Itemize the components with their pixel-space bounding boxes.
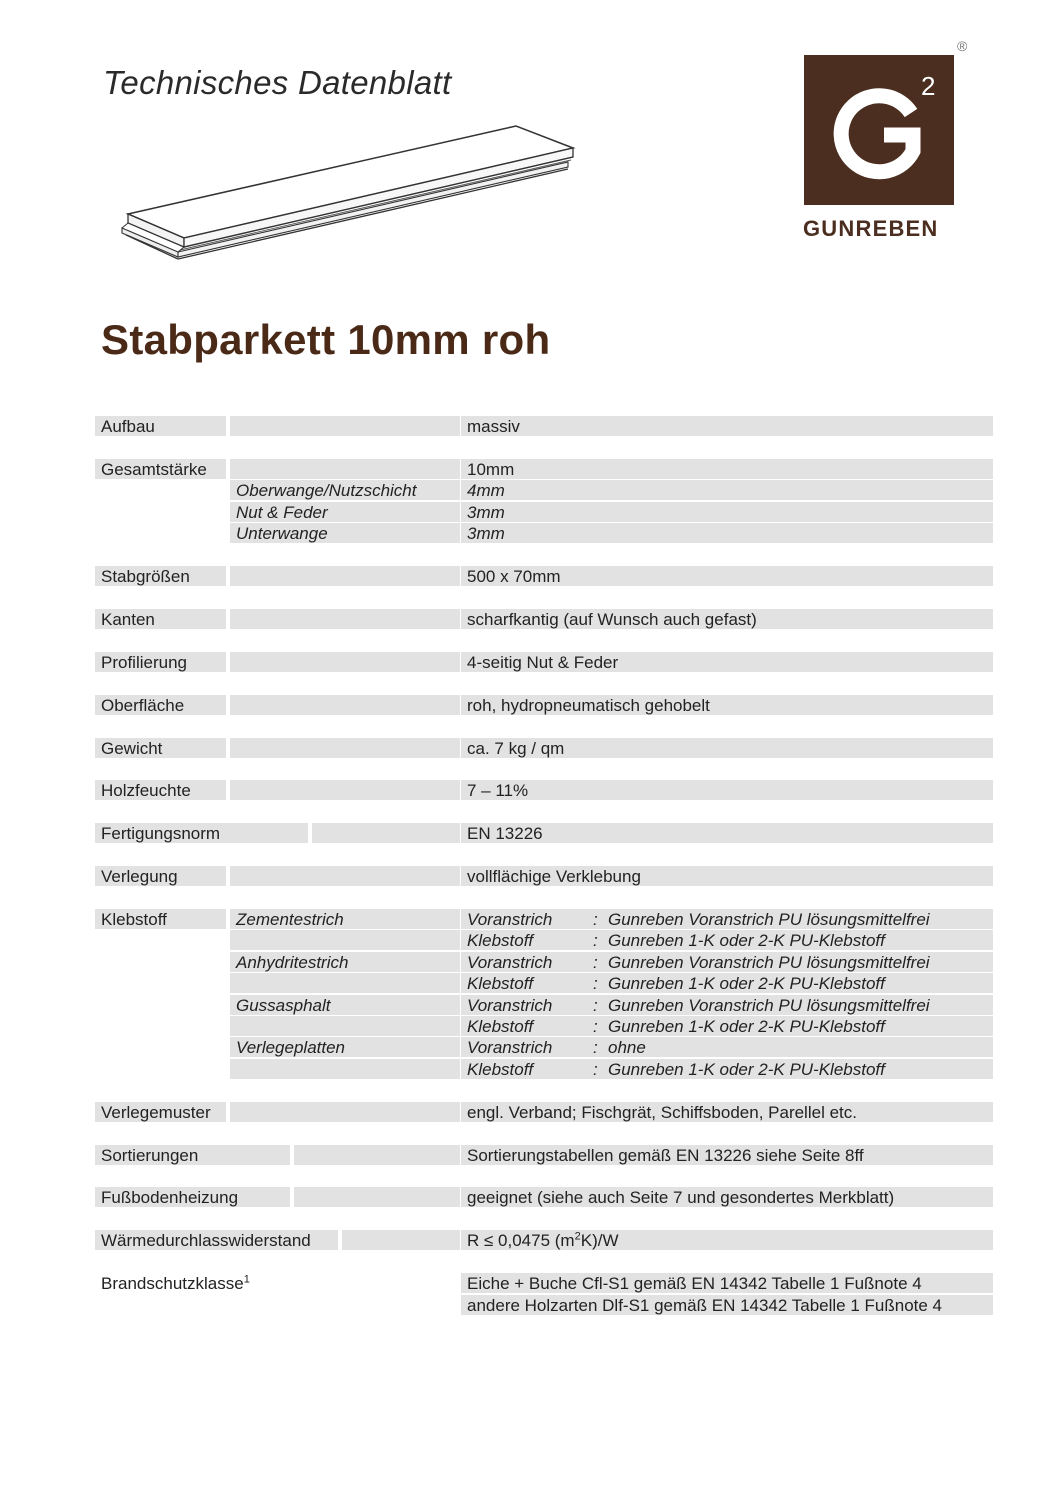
spec-row-holzfeuchte: [95, 780, 993, 801]
logo-superscript: 2: [921, 71, 936, 101]
spec-value: scharfkantig (auf Wunsch auch gefast): [461, 609, 993, 629]
spec-value: geeignet (siehe auch Seite 7 und gesondertes Merkblatt): [461, 1187, 993, 1207]
spec-row-fertigungsnorm: [95, 823, 993, 844]
spec-value: 10mm: [461, 459, 993, 479]
spec-label: Stabgrößen: [95, 566, 226, 586]
spec-row-klebstoff: [95, 909, 993, 930]
spec-row-sortierungen: [95, 1145, 993, 1166]
spec-label: Aufbau: [95, 416, 226, 436]
spec-label: Wärmedurchlasswiderstand: [95, 1230, 338, 1250]
spec-label: Gesamtstärke: [95, 459, 226, 479]
spec-row-stabgroessen: [95, 566, 993, 587]
spec-label: Profilierung: [95, 652, 226, 672]
spec-label: Sortierungen: [95, 1145, 290, 1165]
spec-label: Gewicht: [95, 738, 226, 758]
spec-row-waermedurchlass: [95, 1230, 993, 1251]
adhesive-line: Klebstoff : Gunreben 1-K oder 2-K PU-Klebstoff: [461, 1016, 993, 1036]
adhesive-line: Voranstrich : Gunreben Voranstrich PU lösungsmittelfrei: [461, 952, 993, 972]
spec-row-gesamtstaerke: [95, 459, 993, 480]
spec-subrow: [95, 502, 993, 523]
spec-row-verlegemuster: [95, 1102, 993, 1123]
spec-value: EN 13226: [461, 823, 993, 843]
brand-name: GUNREBEN: [803, 216, 939, 241]
adhesive-subrow: [95, 1059, 993, 1080]
spec-sublabel: Oberwange/Nutzschicht: [230, 480, 460, 500]
adhesive-subrow: [95, 1016, 993, 1037]
adhesive-subrow: [95, 973, 993, 994]
spec-value: Eiche + Buche Cfl-S1 gemäß EN 14342 Tabelle 1 Fußnote 4: [461, 1273, 993, 1293]
spec-subvalue: 3mm: [461, 523, 993, 543]
adhesive-line: Klebstoff : Gunreben 1-K oder 2-K PU-Klebstoff: [461, 1059, 993, 1079]
spec-value: roh, hydropneumatisch gehobelt: [461, 695, 993, 715]
adhesive-line: Klebstoff : Gunreben 1-K oder 2-K PU-Klebstoff: [461, 930, 993, 950]
adhesive-line: Voranstrich : Gunreben Voranstrich PU lösungsmittelfrei: [461, 995, 993, 1015]
substrate-name: Verlegeplatten: [230, 1037, 460, 1057]
spec-row-gewicht: [95, 738, 993, 759]
spec-row-kanten: [95, 609, 993, 630]
spec-subvalue: 3mm: [461, 502, 993, 522]
spec-label: Holzfeuchte: [95, 780, 226, 800]
parquet-plank-illustration: [118, 120, 578, 270]
spec-sublabel: Unterwange: [230, 523, 460, 543]
spec-row-verlegung: [95, 866, 993, 887]
spec-value: vollflächige Verklebung: [461, 866, 993, 886]
spec-label: Fertigungsnorm: [95, 823, 308, 843]
spec-label: Verlegung: [95, 866, 226, 886]
spec-row-fussbodenheizung: [95, 1187, 993, 1208]
spec-subvalue: 4mm: [461, 480, 993, 500]
adhesive-subrow: [95, 930, 993, 951]
document-title: Technisches Datenblatt: [103, 64, 452, 101]
spec-subrow: [95, 480, 993, 501]
substrate-name: Zementestrich: [230, 909, 460, 929]
spec-value: 500 x 70mm: [461, 566, 993, 586]
substrate-name: Gussasphalt: [230, 995, 460, 1015]
spec-value: engl. Verband; Fischgrät, Schiffsboden, Parellel etc.: [461, 1102, 993, 1122]
spec-subrow: [95, 1295, 993, 1316]
spec-row-aufbau: [95, 416, 993, 437]
spec-label: Oberfläche: [95, 695, 226, 715]
spec-row-oberflaeche: [95, 695, 993, 716]
adhesive-line: Klebstoff : Gunreben 1-K oder 2-K PU-Klebstoff: [461, 973, 993, 993]
spec-value: 4-seitig Nut & Feder: [461, 652, 993, 672]
adhesive-subrow: [95, 1037, 993, 1058]
spec-label: Fußbodenheizung: [95, 1187, 290, 1207]
registered-mark: ®: [957, 38, 968, 54]
spec-label: Kanten: [95, 609, 226, 629]
spec-label: Brandschutzklasse$^1$: [101, 1273, 250, 1294]
adhesive-line: Voranstrich : ohne: [461, 1037, 993, 1057]
spec-value: andere Holzarten Dlf-S1 gemäß EN 14342 Tabelle 1 Fußnote 4: [461, 1295, 993, 1315]
adhesive-subrow: [95, 995, 993, 1016]
spec-sublabel: Nut & Feder: [230, 502, 460, 522]
spec-value: massiv: [461, 416, 993, 436]
spec-row-brandschutz: [95, 1273, 993, 1294]
spec-value: R ≤ 0,0475 $(m^2K)/W$: [461, 1230, 993, 1250]
logo-mark: [804, 55, 954, 205]
adhesive-subrow: [95, 952, 993, 973]
spec-table: [95, 416, 993, 1316]
spec-value: 7 – 11%: [461, 780, 993, 800]
adhesive-line: Voranstrich : Gunreben Voranstrich PU lösungsmittelfrei: [461, 909, 993, 929]
spec-row-profilierung: [95, 652, 993, 673]
spec-label: Verlegemuster: [95, 1102, 226, 1122]
spec-value: ca. 7 kg / qm: [461, 738, 993, 758]
product-title: Stabparkett 10mm roh: [101, 316, 551, 363]
logo-g-icon: [804, 55, 954, 205]
gunreben-logo: [803, 38, 983, 248]
spec-value: Sortierungstabellen gemäß EN 13226 siehe Seite 8ff: [461, 1145, 993, 1165]
spec-subrow: [95, 523, 993, 544]
spec-label: Klebstoff: [95, 909, 226, 929]
substrate-name: Anhydritestrich: [230, 952, 460, 972]
